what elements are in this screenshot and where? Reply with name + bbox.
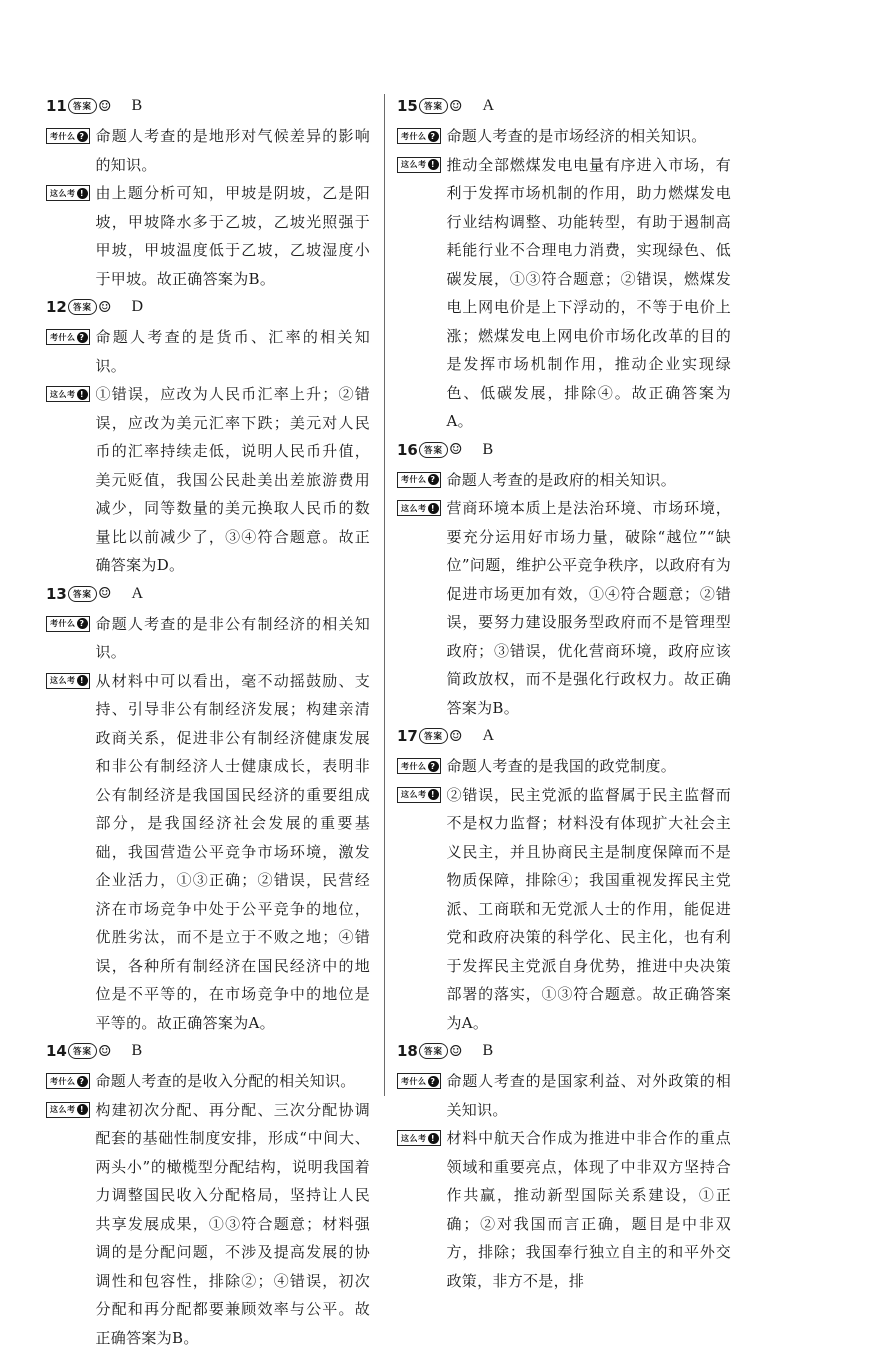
question-number: 14 <box>46 1042 68 1060</box>
analysis-line <box>397 494 731 724</box>
zhe-me-kao-badge <box>46 386 90 402</box>
kao-badge-text: 考什么 <box>50 131 76 142</box>
topic-line <box>46 1067 370 1096</box>
answer-label-tag <box>419 98 448 114</box>
analysis-text: 营商环境本质上是法治环境、市场环境，要充分运用好市场力量，破除“越位”“缺位”问题，维护公平竞争秩序，以政府有为促进市场更加有效，①④符合题意；②错误，要努力建设服务型政府而不是管理型政府；③错误，优化营商环境，政府应该简政放权，而不是强化行政权力。故正确答案为B。 <box>447 494 732 722</box>
zhe-badge-text: 这么考 <box>401 789 427 800</box>
kao-shenme-badge <box>46 1073 90 1089</box>
question-header <box>46 295 370 319</box>
zhe-me-kao-badge <box>397 787 441 803</box>
kao-shenme-badge <box>46 329 90 345</box>
answer-choice: B <box>131 1042 142 1060</box>
topic-line <box>46 610 370 667</box>
zhe-badge-text: 这么考 <box>50 188 76 199</box>
zhe-me-kao-badge <box>46 1102 90 1118</box>
kao-badge-text: 考什么 <box>50 1076 76 1087</box>
zhe-me-kao-badge <box>46 673 90 689</box>
exclamation-icon: ! <box>77 675 88 686</box>
topic-line <box>397 1067 731 1124</box>
analysis-text: 从材料中可以看出，毫不动摇鼓励、支持、引导非公有制经济发展；构建亲清政商关系，促进非公有制经济健康发展和非公有制经济人士健康成长，表明非公有制经济是我国国民经济的重要组成部分，是我国经济社会发展的重要基础，我国营造公平竞争市场环境，激发企业活力，①③正确；②错误，民营经济在市场竞争中处于公平竞争的地位，优胜劣汰，而不是立于不败之地；④错误，各种所有制经济在国民经济中的地位是不平等的，在市场竞争中的地位是平等的。故正确答案为A。 <box>96 667 371 1038</box>
answer-choice: B <box>482 441 493 459</box>
answer-tag-text: 答案 <box>424 444 443 456</box>
answer-choice: B <box>131 97 142 115</box>
analysis-line <box>46 179 370 295</box>
question-header <box>46 582 370 606</box>
question-block <box>397 724 731 1039</box>
question-header <box>46 94 370 118</box>
question-header <box>397 1039 731 1063</box>
question-number: 15 <box>397 97 419 115</box>
answer-tag-text: 答案 <box>73 100 92 112</box>
analysis-text: ②错误，民主党派的监督属于民主监督而不是权力监督；材料没有体现扩大社会主义民主，并且协商民主是制度保障而不是物质保障，排除④；我国重视发挥民主党派、工商联和无党派人士的作用，能促进党和政府决策的科学化、民主化，也有利于发挥民主党派自身优势，推进中央决策部署的落实，①③符合题意。故正确答案为A。 <box>447 781 732 1038</box>
answer-label-tag <box>68 586 97 602</box>
topic-text: 命题人考查的是货币、汇率的相关知识。 <box>96 323 371 380</box>
question-mark-icon: ? <box>428 1076 439 1087</box>
kao-badge-text: 考什么 <box>50 332 76 343</box>
question-header <box>397 94 731 118</box>
kao-shenme-badge <box>397 128 441 144</box>
topic-line <box>397 752 731 781</box>
answer-tag-text: 答案 <box>424 1045 443 1057</box>
kao-shenme-badge <box>397 758 441 774</box>
right-column <box>397 94 731 1297</box>
exclamation-icon: ! <box>428 1133 439 1144</box>
question-mark-icon: ? <box>428 131 439 142</box>
zhe-badge-text: 这么考 <box>401 503 427 514</box>
question-block <box>397 438 731 725</box>
answer-label-tag <box>68 299 97 315</box>
analysis-text: 材料中航天合作成为推进中非合作的重点领域和重要亮点，体现了中非双方坚持合作共赢，推动新型国际关系建设，①正确；②对我国而言正确，题目是中非双方，排除；我国奉行独立自主的和平外交政策，非方不是，排 <box>447 1124 732 1295</box>
analysis-line <box>397 781 731 1040</box>
question-header <box>46 1039 370 1063</box>
topic-line <box>46 122 370 179</box>
zhe-me-kao-badge <box>46 185 90 201</box>
exclamation-icon: ! <box>428 503 439 514</box>
topic-text: 命题人考查的是收入分配的相关知识。 <box>96 1067 371 1096</box>
zhe-me-kao-badge <box>397 500 441 516</box>
question-mark-icon: ? <box>77 618 88 629</box>
question-mark-icon: ? <box>77 332 88 343</box>
smiley-icon: ☺ <box>98 300 111 315</box>
zhe-badge-text: 这么考 <box>50 1104 76 1115</box>
topic-line <box>397 122 731 151</box>
analysis-text: ①错误，应改为人民币汇率上升；②错误，应改为美元汇率下跌；美元对人民币的汇率持续走低，说明人民币升值，美元贬值，我国公民赴美出差旅游费用减少，同等数量的美元换取人民币的数量比以前减少了，③④符合题意。故正确答案为D。 <box>96 380 371 580</box>
topic-text: 命题人考查的是市场经济的相关知识。 <box>447 122 732 151</box>
kao-shenme-badge <box>46 128 90 144</box>
smiley-icon: ☺ <box>449 729 462 744</box>
answer-tag-text: 答案 <box>73 301 92 313</box>
kao-badge-text: 考什么 <box>401 131 427 142</box>
kao-shenme-badge <box>397 1073 441 1089</box>
question-mark-icon: ? <box>77 131 88 142</box>
zhe-me-kao-badge <box>397 1130 441 1146</box>
smiley-icon: ☺ <box>449 99 462 114</box>
answer-choice: A <box>131 585 143 603</box>
answer-tag-text: 答案 <box>424 100 443 112</box>
topic-text: 命题人考查的是非公有制经济的相关知识。 <box>96 610 371 667</box>
question-number: 18 <box>397 1042 419 1060</box>
answer-choice: B <box>482 1042 493 1060</box>
analysis-line <box>46 667 370 1040</box>
kao-badge-text: 考什么 <box>401 761 427 772</box>
exclamation-icon: ! <box>77 1104 88 1115</box>
question-block <box>46 94 370 295</box>
question-block <box>46 1039 370 1354</box>
smiley-icon: ☺ <box>98 1044 111 1059</box>
question-number: 17 <box>397 727 419 745</box>
zhe-badge-text: 这么考 <box>50 389 76 400</box>
answer-choice: A <box>482 97 494 115</box>
smiley-icon: ☺ <box>449 442 462 457</box>
analysis-line <box>46 380 370 582</box>
zhe-badge-text: 这么考 <box>50 675 76 686</box>
topic-text: 命题人考查的是我国的政党制度。 <box>447 752 732 781</box>
question-mark-icon: ? <box>428 761 439 772</box>
question-number: 16 <box>397 441 419 459</box>
question-mark-icon: ? <box>77 1076 88 1087</box>
smiley-icon: ☺ <box>98 99 111 114</box>
left-column <box>46 94 370 1354</box>
answer-label-tag <box>68 98 97 114</box>
topic-line <box>46 323 370 380</box>
topic-text: 命题人考查的是政府的相关知识。 <box>447 466 732 495</box>
question-number: 12 <box>46 298 68 316</box>
topic-line <box>397 466 731 495</box>
analysis-text: 推动全部燃煤发电电量有序进入市场，有利于发挥市场机制的作用，助力燃煤发电行业结构调整、功能转型，有助于遏制高耗能行业不合理电力消费，实现绿色、低碳发展，①③符合题意；②错误，燃煤发电上网电价是上下浮动的，不等于电价上涨；燃煤发电上网电价市场化改革的目的是发挥市场机制作用，推动企业实现绿色、低碳发展，排除④。故正确答案为A。 <box>447 151 732 436</box>
analysis-line <box>46 1096 370 1354</box>
answer-label-tag <box>419 728 448 744</box>
question-number: 13 <box>46 585 68 603</box>
smiley-icon: ☺ <box>98 586 111 601</box>
answer-tag-text: 答案 <box>73 588 92 600</box>
analysis-text: 由上题分析可知，甲坡是阴坡，乙是阳坡，甲坡降水多于乙坡，乙坡光照强于甲坡，甲坡温度低于乙坡，乙坡湿度小于甲坡。故正确答案为B。 <box>96 179 371 293</box>
question-header <box>397 438 731 462</box>
smiley-icon: ☺ <box>449 1044 462 1059</box>
exclamation-icon: ! <box>77 389 88 400</box>
question-mark-icon: ? <box>428 474 439 485</box>
kao-shenme-badge <box>397 472 441 488</box>
question-block <box>46 295 370 582</box>
question-block <box>46 582 370 1040</box>
answer-label-tag <box>419 1043 448 1059</box>
kao-shenme-badge <box>46 616 90 632</box>
answer-label-tag <box>419 442 448 458</box>
answer-tag-text: 答案 <box>424 730 443 742</box>
question-block <box>397 1039 731 1297</box>
question-block <box>397 94 731 438</box>
zhe-badge-text: 这么考 <box>401 1133 427 1144</box>
zhe-me-kao-badge <box>397 157 441 173</box>
topic-text: 命题人考查的是国家利益、对外政策的相关知识。 <box>447 1067 732 1124</box>
answer-label-tag <box>68 1043 97 1059</box>
exclamation-icon: ! <box>77 188 88 199</box>
column-divider <box>384 94 385 1096</box>
analysis-line <box>397 1124 731 1297</box>
kao-badge-text: 考什么 <box>401 1076 427 1087</box>
zhe-badge-text: 这么考 <box>401 159 427 170</box>
exclamation-icon: ! <box>428 789 439 800</box>
analysis-text: 构建初次分配、再分配、三次分配协调配套的基础性制度安排，形成“中间大、两头小”的橄榄型分配结构，说明我国着力调整国民收入分配格局，坚持让人民共享发展成果，①③符合题意；材料强调的是分配问题，不涉及提高发展的协调性和包容性，排除②；④错误，初次分配和再分配都要兼顾效率与公平。故正确答案为B。 <box>96 1096 371 1353</box>
question-header <box>397 724 731 748</box>
kao-badge-text: 考什么 <box>50 618 76 629</box>
analysis-line <box>397 151 731 438</box>
exclamation-icon: ! <box>428 159 439 170</box>
answer-tag-text: 答案 <box>73 1045 92 1057</box>
answer-choice: D <box>131 298 143 316</box>
kao-badge-text: 考什么 <box>401 474 427 485</box>
topic-text: 命题人考查的是地形对气候差异的影响的知识。 <box>96 122 371 179</box>
question-number: 11 <box>46 97 68 115</box>
answer-choice: A <box>482 727 494 745</box>
